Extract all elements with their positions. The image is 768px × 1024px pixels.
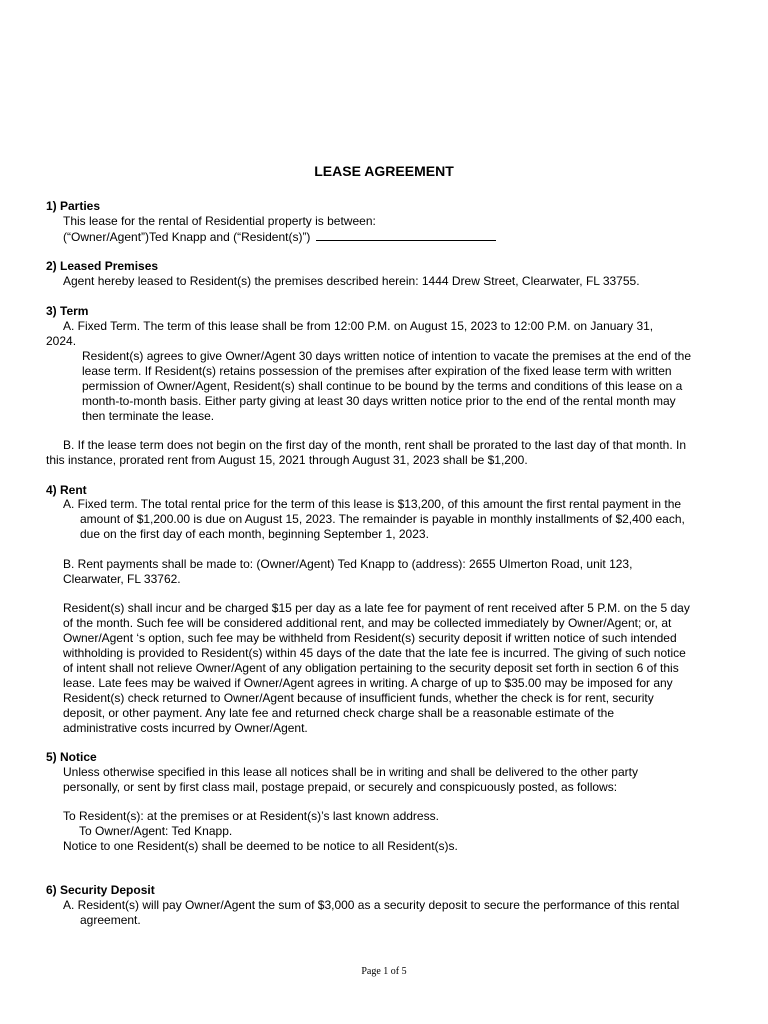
section-3-line: permission of Owner/Agent, Resident(s) shall continue to be bound by the terms and conditions of this lease on a xyxy=(82,379,683,393)
section-5-heading: 5) Notice xyxy=(46,750,97,764)
section-1-heading: 1) Parties xyxy=(46,199,101,213)
page-number-footer: Page 1 of 5 xyxy=(361,966,407,977)
section-4-line: administrative costs incurred by Owner/Agent. xyxy=(63,721,308,735)
section-4-line: Resident(s) check returned to Owner/Agent because of insufficient funds, whether the check is for rent, security xyxy=(63,691,654,705)
section-5-line: Unless otherwise specified in this lease all notices shall be in writing and shall be delivered to the other party xyxy=(63,765,638,779)
section-4-line: deposit, or other payment. Any late fee and returned check charge shall be a reasonable estimate of the xyxy=(63,706,615,720)
section-2-line: Agent hereby leased to Resident(s) the premises described herein: 1444 Drew Street, Clearwater, FL 33755. xyxy=(63,274,640,288)
section-3-line: then terminate the lease. xyxy=(82,409,215,423)
section-5-line: To Resident(s): at the premises or at Resident(s)’s last known address. xyxy=(63,809,439,823)
section-1-parties-text: (“Owner/Agent”)Ted Knapp and (“Resident(s)”) xyxy=(63,230,311,244)
section-4-line: amount of $1,200.00 is due on August 15, 2023. The remainder is payable in monthly installments of $2,400 each, xyxy=(80,512,685,526)
section-1-line: This lease for the rental of Residential property is between: xyxy=(63,214,376,228)
section-3-line: month-to-month basis. Either party giving at least 30 days written notice prior to the end of the rental month may xyxy=(82,394,676,408)
section-6-line: agreement. xyxy=(80,913,141,927)
section-5-line: To Owner/Agent: Ted Knapp. xyxy=(79,824,233,838)
section-3-line: this instance, prorated rent from August 15, 2021 through August 31, 2023 shall be $1,200. xyxy=(46,453,528,467)
section-3-line: 2024. xyxy=(46,334,77,348)
section-4-line: B. Rent payments shall be made to: (Owner/Agent) Ted Knapp to (address): 2655 Ulmerton Road, unit 123, xyxy=(63,557,633,571)
section-4-line: withholding is provided to Resident(s) within 45 days of the date that the late fee is incurred. The giving of such notice xyxy=(63,646,686,660)
section-4-line: of the month. Such fee will be considered additional rent, and may be collected immediately by Owner/Agent; or, at xyxy=(63,616,672,630)
section-3-line: lease term. If Resident(s) retains possession of the premises after expiration of the fixed lease term with written xyxy=(82,364,672,378)
section-6-line: A. Resident(s) will pay Owner/Agent the sum of $3,000 as a security deposit to secure the performance of this rental xyxy=(63,898,680,912)
section-5-line: Notice to one Resident(s) shall be deemed to be notice to all Resident(s)s. xyxy=(63,839,458,853)
section-6-heading: 6) Security Deposit xyxy=(46,883,155,897)
section-4-line: A. Fixed term. The total rental price for the term of this lease is $13,200, of this amount the first rental payment in the xyxy=(63,497,682,511)
section-4-heading: 4) Rent xyxy=(46,483,87,497)
section-1-parties-line xyxy=(63,229,496,245)
section-3-line: B. If the lease term does not begin on the first day of the month, rent shall be prorated to the last day of that month. In xyxy=(63,438,687,452)
section-3-heading: 3) Term xyxy=(46,304,89,318)
resident-blank-line xyxy=(316,229,496,241)
section-4-line: Clearwater, FL 33762. xyxy=(63,572,181,586)
section-2-heading: 2) Leased Premises xyxy=(46,259,159,273)
section-3-line: Resident(s) agrees to give Owner/Agent 30 days written notice of intention to vacate the premises at the end of the xyxy=(82,349,692,363)
section-4-line: of intent shall not relieve Owner/Agent of any obligation pertaining to the security deposit set forth in section 6 of this xyxy=(63,661,679,675)
section-4-line: Resident(s) shall incur and be charged $15 per day as a late fee for payment of rent received after 5 P.M. on the 5 day xyxy=(63,601,690,615)
document-title: LEASE AGREEMENT xyxy=(314,163,454,179)
section-5-line: personally, or sent by first class mail, postage prepaid, or securely and conspicuously posted, as follows: xyxy=(63,780,618,794)
section-4-line: due on the first day of each month, beginning September 1, 2023. xyxy=(80,527,429,541)
section-3-line: A. Fixed Term. The term of this lease shall be from 12:00 P.M. on August 15, 2023 to 12:00 P.M. on January 31, xyxy=(63,319,654,333)
section-4-line: Owner/Agent ‘s option, such fee may be withheld from Resident(s) security deposit if written notice of such intended xyxy=(63,631,677,645)
section-4-line: lease. Late fees may be waived if Owner/Agent agrees in writing. A charge of up to $35.00 may be imposed for any xyxy=(63,676,673,690)
